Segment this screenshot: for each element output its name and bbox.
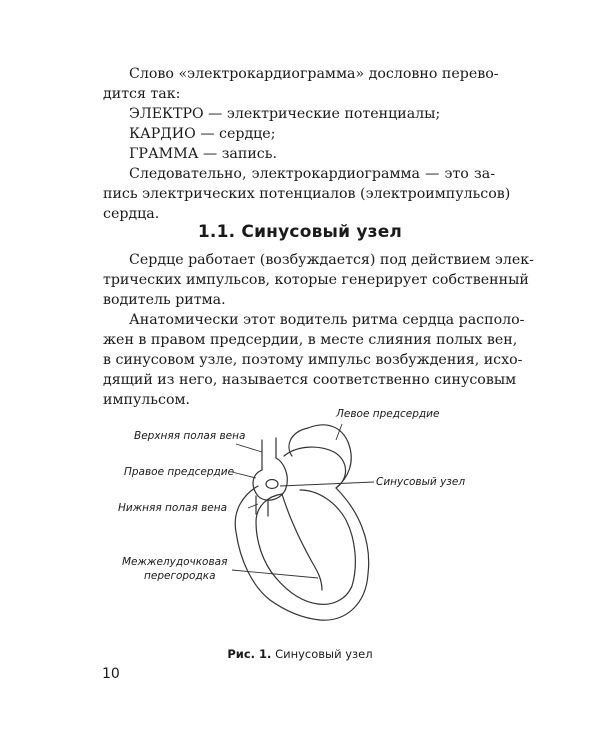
leader-sinus-node bbox=[280, 482, 374, 486]
leader-right-atrium bbox=[232, 472, 256, 478]
paragraph-7-line-5: импульсом. bbox=[103, 392, 191, 408]
definition-gramma: ГРАММА — запись. bbox=[129, 146, 277, 162]
label-inferior-vena-cava: Нижняя полая вена bbox=[118, 502, 228, 514]
paragraph-7-line-4: дящий из него, называется соответственно синусовым bbox=[103, 372, 517, 388]
label-right-atrium: Правое предсердие bbox=[124, 466, 235, 478]
paragraph-6-line-2: трических импульсов, которые генерирует собственный bbox=[103, 272, 529, 288]
definition-cardio: КАРДИО — сердце; bbox=[129, 126, 276, 142]
paragraph-1-line-1: Слово «электрокардиограмма» дословно перево- bbox=[129, 66, 499, 82]
figure-caption-prefix: Рис. 1. bbox=[227, 647, 272, 661]
figure-caption-text: Синусовый узел bbox=[275, 647, 373, 661]
page-number: 10 bbox=[102, 666, 120, 682]
left-atrium bbox=[284, 447, 346, 488]
paragraph-1-line-2: дится так: bbox=[103, 86, 181, 102]
paragraph-5-line-2: пись электрических потенциалов (электроимпульсов) bbox=[103, 186, 511, 202]
leader-superior-vena-cava bbox=[236, 444, 262, 452]
sinus-node bbox=[266, 480, 278, 489]
paragraph-7-line-1: Анатомически этот водитель ритма сердца располо- bbox=[129, 312, 525, 328]
right-atrium bbox=[253, 458, 287, 500]
paragraph-5-line-1: Следовательно, электрокардиограмма — это за- bbox=[129, 166, 495, 182]
paragraph-5-line-3: сердца. bbox=[103, 206, 160, 222]
superior-vena-cava bbox=[262, 438, 276, 470]
label-sinus-node: Синусовый узел bbox=[376, 476, 466, 488]
heart-outline bbox=[235, 425, 368, 620]
paragraph-7-line-3: в синусовом узле, поэтому импульс возбуждения, исхо- bbox=[103, 352, 523, 368]
definition-electro: ЭЛЕКТРО — электрические потенциалы; bbox=[129, 106, 441, 122]
label-superior-vena-cava: Верхняя полая вена bbox=[134, 430, 246, 442]
section-heading: 1.1. Синусовый узел bbox=[197, 222, 403, 242]
ventricle-inner-outline bbox=[256, 490, 355, 604]
paragraph-6-line-3: водитель ритма. bbox=[103, 292, 226, 308]
label-left-atrium: Левое предсердие bbox=[336, 408, 440, 420]
label-septum-line-2: перегородка bbox=[144, 570, 216, 582]
label-septum-line-1: Межжелудочковая bbox=[122, 556, 228, 568]
paragraph-6-line-1: Сердце работает (возбуждается) под действием элек- bbox=[129, 252, 534, 268]
paragraph-7-line-2: жен в правом предсердии, в месте слияния полых вен, bbox=[103, 332, 518, 348]
figure-caption bbox=[0, 647, 600, 661]
